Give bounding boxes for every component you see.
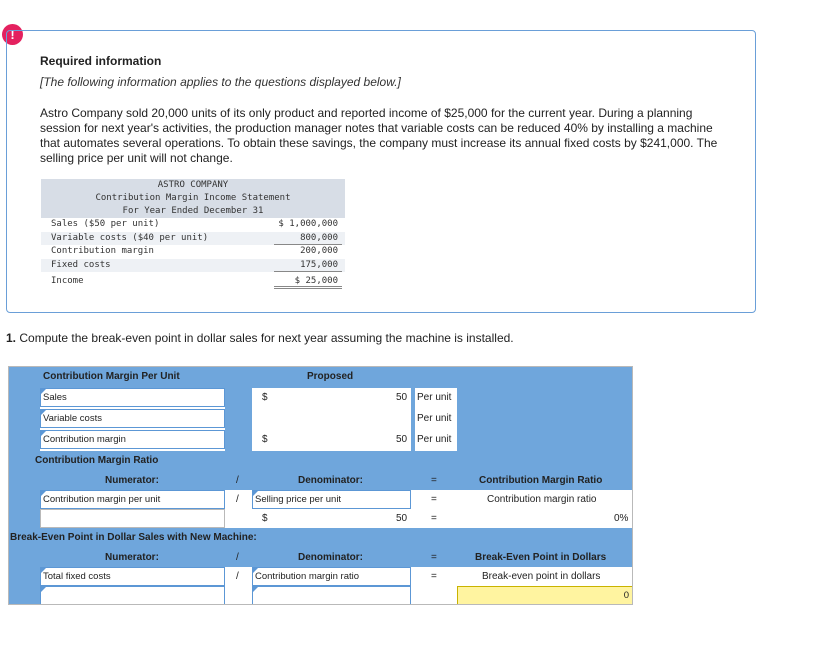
dropdown-marker-icon: [253, 568, 258, 573]
grid-band: [457, 388, 633, 451]
currency-symbol: $: [262, 513, 268, 524]
dropdown-marker-icon: [41, 568, 46, 573]
break-even-denominator-label-field[interactable]: Contribution margin ratio: [252, 567, 411, 586]
statement-row-value: $ 25,000: [294, 276, 338, 286]
contribution-margin-amount-cell: [252, 430, 411, 449]
division-slash: /: [236, 475, 239, 486]
equals-sign: =: [431, 513, 437, 524]
statement-row-value: 200,000: [300, 246, 338, 256]
cm-ratio-header: Contribution Margin Ratio: [35, 455, 159, 466]
sales-value[interactable]: 50: [396, 392, 408, 403]
equals-sign: =: [431, 571, 437, 582]
cm-ratio-result-value: 0%: [614, 513, 629, 524]
cm-ratio-denominator-value: 50: [396, 513, 408, 524]
statement-row-value: 800,000: [300, 232, 338, 243]
statement-period: For Year Ended December 31: [122, 206, 264, 216]
statement-row-value: $ 1,000,000: [278, 219, 338, 229]
info-subheading: [The following information applies to the questions displayed below.]: [40, 75, 401, 89]
statement-row: [41, 245, 345, 259]
dropdown-marker-icon: [41, 410, 46, 415]
info-heading: Required information: [40, 54, 162, 68]
cm-ratio-numerator-input[interactable]: [40, 509, 225, 528]
division-slash: /: [236, 494, 239, 505]
dropdown-marker-icon: [41, 491, 46, 496]
cm-ratio-numerator-label-field[interactable]: Contribution margin per unit: [40, 490, 225, 509]
info-body: Astro Company sold 20,000 units of its only product and reported income of $25,000 for the current year. During a planning session for next year's activities, the production manager notes that variable costs can be reduced 40% by installing a machine that automates several operations. To obtain these savings, the company must increase its annual fixed costs by $241,000. The selling price per unit will not change.: [40, 106, 718, 165]
statement-row-label: Variable costs ($40 per unit): [51, 232, 209, 243]
statement-row: [41, 218, 345, 232]
dropdown-marker-icon: [41, 587, 46, 592]
sales-amount-cell: [252, 388, 411, 407]
grid-left-band: [8, 490, 40, 528]
statement-row-label: Sales ($50 per unit): [51, 219, 160, 229]
result-label: Contribution Margin Ratio: [479, 475, 603, 486]
break-even-numerator-input[interactable]: [40, 586, 225, 605]
answer-grid: [8, 366, 633, 605]
division-slash: /: [236, 571, 239, 582]
double-rule: [274, 286, 342, 289]
contribution-margin-label-field[interactable]: Contribution margin: [40, 430, 225, 449]
break-even-result-field: 0: [457, 586, 633, 605]
cm-ratio-denominator-cell: [252, 509, 411, 528]
question-number: 1.: [6, 331, 17, 345]
equals-sign: =: [431, 475, 437, 486]
total-rule: [274, 271, 342, 272]
dropdown-marker-icon: [253, 491, 258, 496]
equals-sign: =: [431, 494, 437, 505]
statement-row: [41, 232, 345, 246]
break-even-numerator-label-field[interactable]: Total fixed costs: [40, 567, 225, 586]
dropdown-marker-icon: [41, 431, 46, 436]
break-even-denominator-input[interactable]: [252, 586, 411, 605]
result-label: Break-Even Point in Dollars: [475, 552, 607, 563]
statement-header: [41, 179, 345, 218]
break-even-result-label: Break-even point in dollars: [482, 571, 601, 582]
grid-band: [411, 388, 415, 451]
alert-icon: !: [2, 24, 23, 45]
cm-ratio-result-label: Contribution margin ratio: [487, 494, 597, 505]
variable-costs-input[interactable]: [255, 409, 410, 428]
denominator-label: Denominator:: [298, 552, 363, 563]
statement-row-label: Fixed costs: [51, 259, 111, 270]
income-statement: [41, 179, 345, 289]
statement-row-label: Contribution margin: [51, 246, 154, 256]
division-slash: /: [236, 552, 239, 563]
question-text: Compute the break-even point in dollar sales for next year assuming the machine is installed.: [19, 331, 514, 345]
statement-row: [41, 259, 345, 273]
numerator-label: Numerator:: [105, 552, 159, 563]
denominator-label: Denominator:: [298, 475, 363, 486]
grid-left-band: [8, 388, 40, 451]
cm-ratio-denominator-label-field[interactable]: Selling price per unit: [252, 490, 411, 509]
dropdown-marker-icon: [253, 587, 258, 592]
currency-symbol: $: [262, 392, 268, 403]
proposed-header: Proposed: [307, 371, 354, 382]
cm-per-unit-header: Contribution Margin Per Unit: [43, 371, 180, 382]
statement-row: [41, 275, 345, 289]
unit-label: Per unit: [417, 434, 452, 445]
numerator-label: Numerator:: [105, 475, 159, 486]
statement-row-label: Income: [51, 276, 84, 286]
dropdown-marker-icon: [41, 389, 46, 394]
grid-left-band: [8, 567, 40, 605]
required-information-panel: [6, 30, 756, 313]
unit-label: Per unit: [417, 392, 452, 403]
equals-sign: =: [431, 552, 437, 563]
contribution-margin-value: 50: [396, 434, 408, 445]
statement-company: ASTRO COMPANY: [157, 180, 229, 190]
grid-band: [225, 388, 252, 451]
unit-label: Per unit: [417, 413, 452, 424]
statement-title: Contribution Margin Income Statement: [95, 193, 291, 203]
question-1: [6, 331, 514, 345]
sales-label-field[interactable]: Sales: [40, 388, 225, 407]
break-even-header: Break-Even Point in Dollar Sales with New Machine:: [10, 532, 257, 543]
statement-row-value: 175,000: [300, 259, 338, 270]
variable-costs-label-field[interactable]: Variable costs: [40, 409, 225, 428]
currency-symbol: $: [262, 434, 268, 445]
